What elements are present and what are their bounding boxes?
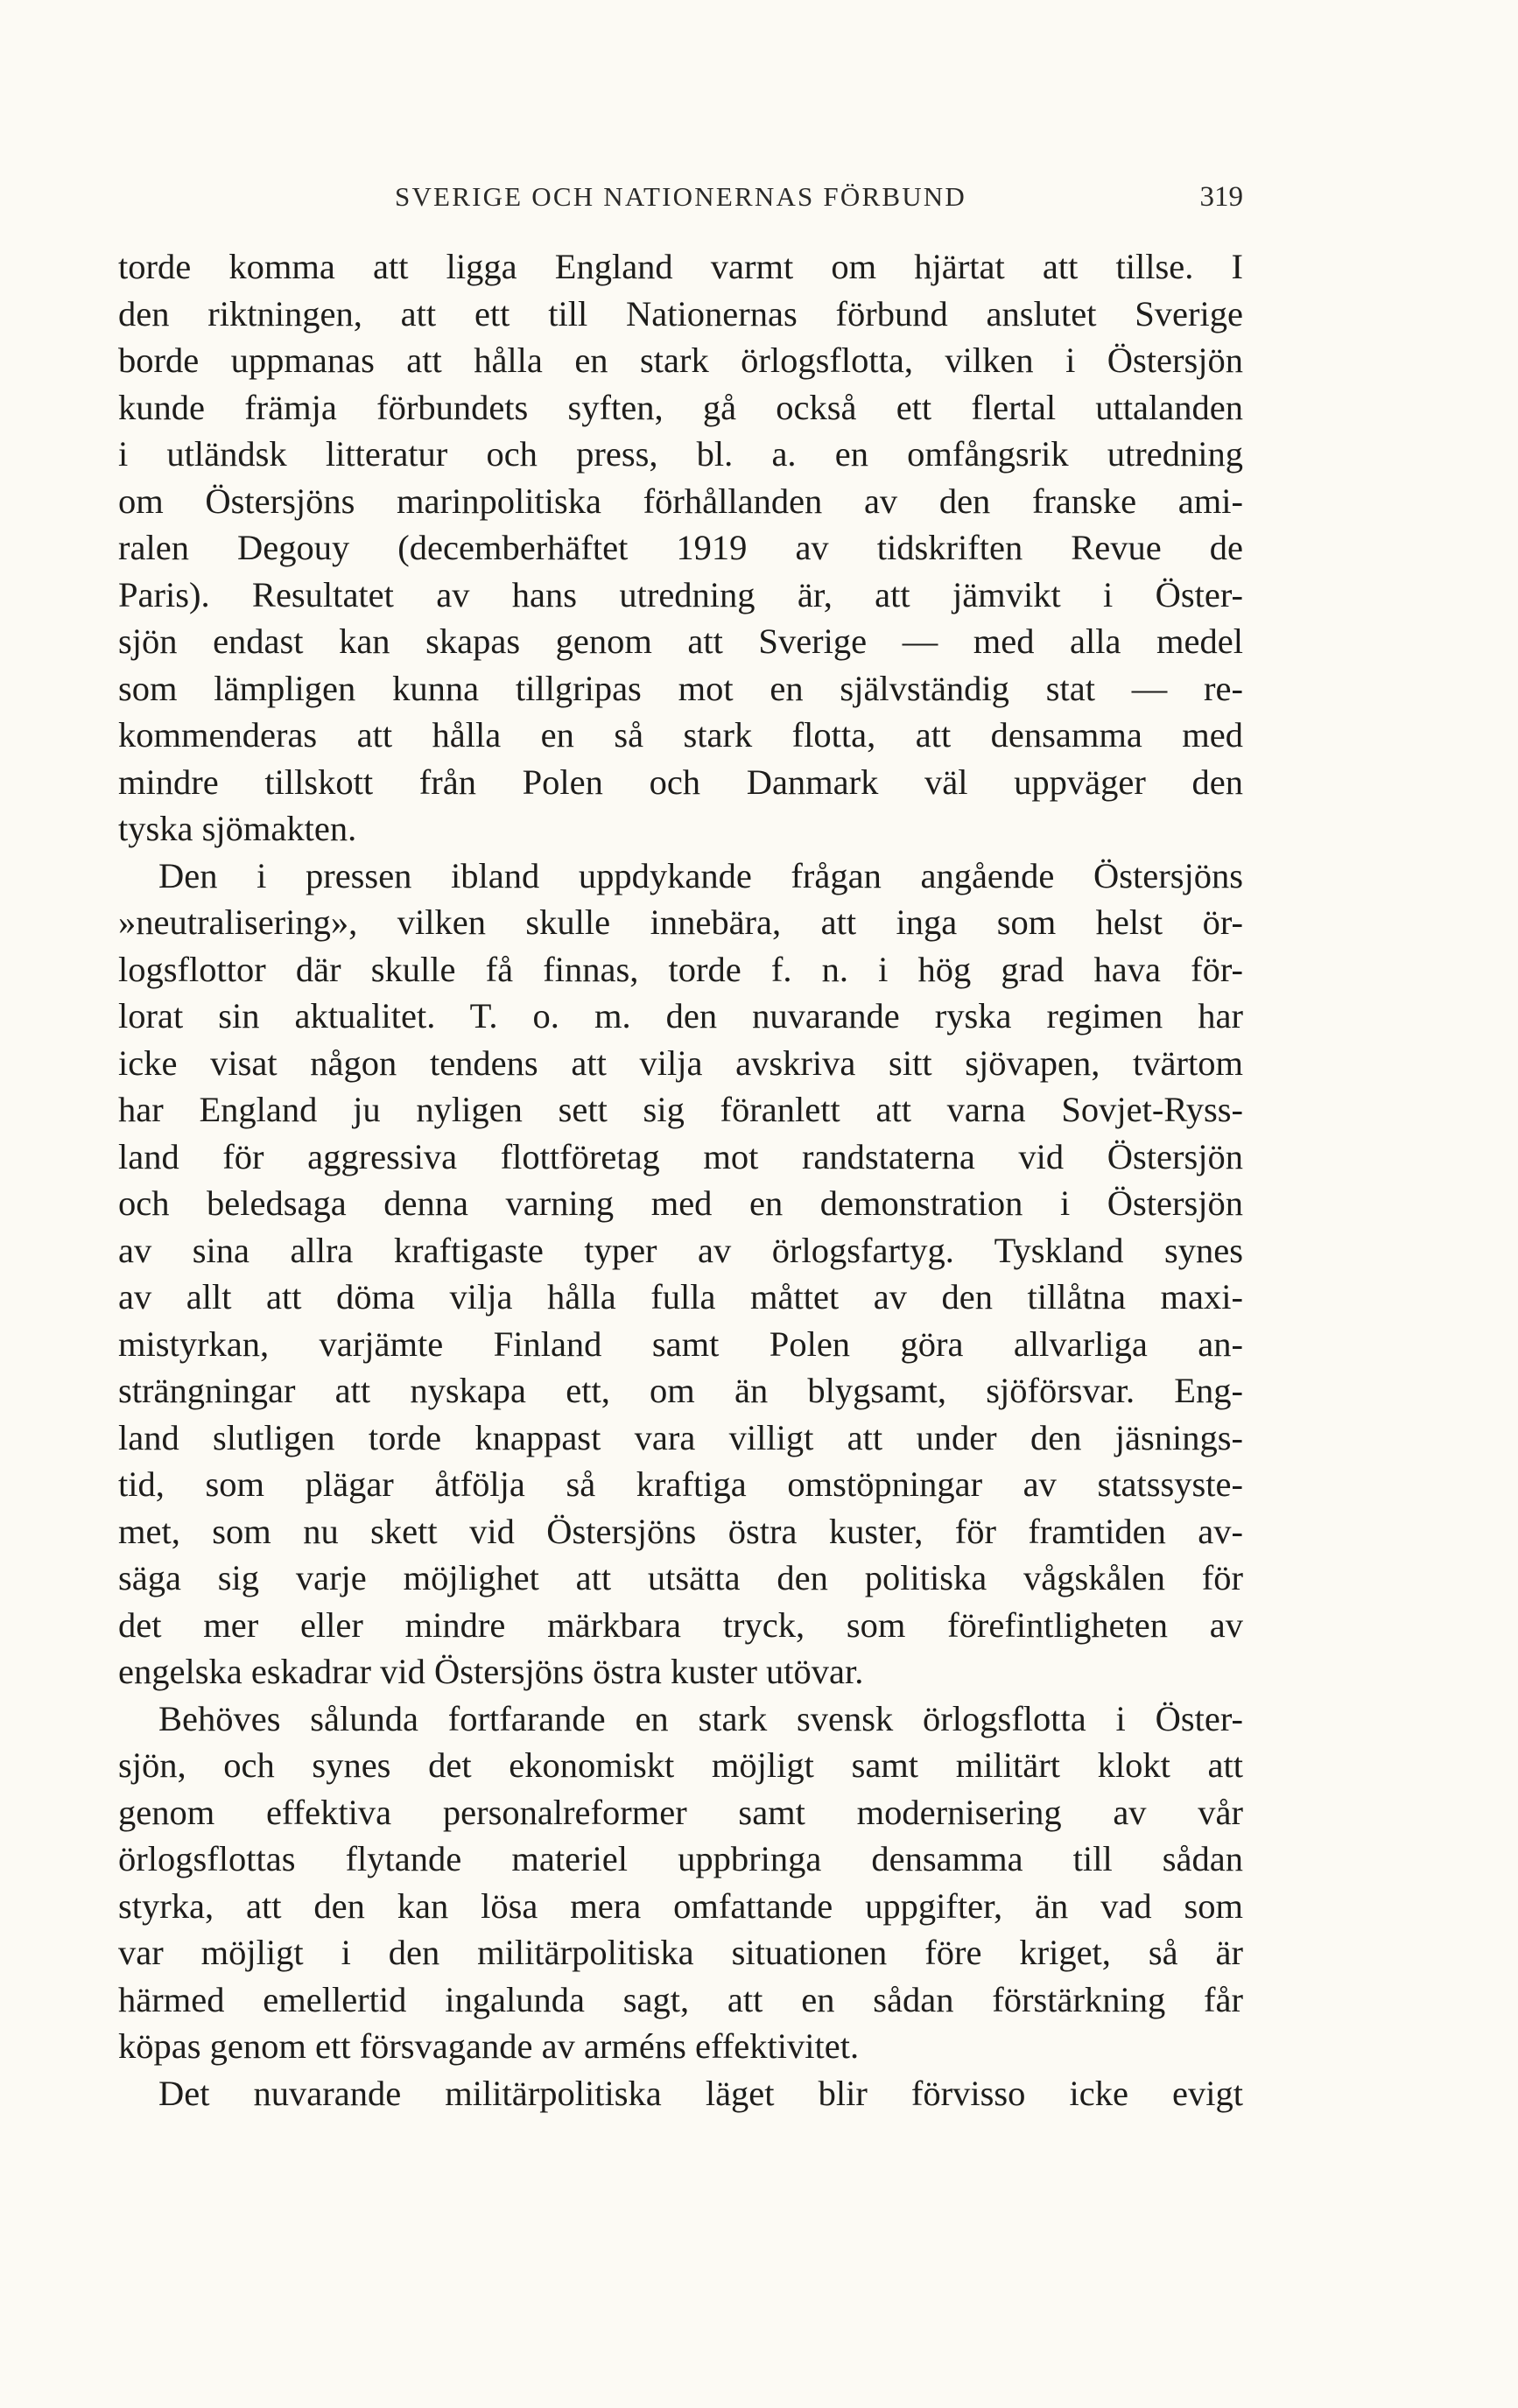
running-head: SVERIGE OCH NATIONERNAS FÖRBUND [395, 181, 966, 212]
text-line: av allt att döma vilja hålla fulla måttet av den tillåtna maxi- [118, 1277, 1243, 1316]
text-line: har England ju nyligen sett sig föranlett att varna Sovjet-Ryss- [118, 1090, 1243, 1129]
paragraph-3 [118, 1695, 1243, 2070]
text-line: om Östersjöns marinpolitiska förhållanden av den franske ami- [118, 481, 1243, 521]
text-line: strängningar att nyskapa ett, om än blygsamt, sjöförsvar. Eng- [118, 1371, 1243, 1410]
text-line: Den i pressen ibland uppdykande frågan angående Östersjöns [158, 855, 1243, 895]
text-line: säga sig varje möjlighet att utsätta den politiska vågskålen för [118, 1558, 1243, 1597]
text-line: icke visat någon tendens att vilja avskriva sitt sjövapen, tvärtom [118, 1043, 1243, 1083]
text-line: logsflottor där skulle få finnas, torde f. n. i hög grad hava för- [118, 949, 1243, 989]
body-text [118, 243, 1243, 2117]
page-header [118, 179, 1243, 223]
text-line: det mer eller mindre märkbara tryck, som förefintligheten av [118, 1604, 1243, 1645]
paragraph-1 [118, 243, 1243, 853]
text-line: köpas genom ett försvagande av arméns effektivitet. [118, 2026, 860, 2066]
text-line: engelska eskadrar vid Östersjöns östra kuster utövar. [118, 1652, 864, 1691]
text-line: mindre tillskott från Polen och Danmark väl uppväger den [118, 762, 1243, 802]
paragraph-2 [118, 853, 1243, 1695]
text-line: land för aggressiva flottföretag mot randstaterna vid Östersjön [118, 1136, 1243, 1176]
text-line: i utländsk litteratur och press, bl. a. en omfångsrik utredning [118, 434, 1243, 474]
text-line: Behöves sålunda fortfarande en stark svensk örlogsflotta i Öster- [158, 1698, 1243, 1738]
text-line: kunde främja förbundets syften, gå också ett flertal uttalanden [118, 387, 1243, 427]
text-line: sjön, och synes det ekonomiskt möjligt samt militärt klokt att [118, 1745, 1243, 1785]
text-line: tyska sjömakten. [118, 809, 357, 848]
text-line: ralen Degouy (decemberhäftet 1919 av tidskriften Revue de [118, 528, 1243, 567]
text-line: »neutralisering», vilken skulle innebära, att inga som helst ör- [118, 902, 1243, 942]
page-number: 319 [1199, 181, 1243, 213]
text-line: lorat sin aktualitet. T. o. m. den nuvarande ryska regimen har [118, 996, 1243, 1036]
text-line: som lämpligen kunna tillgripas mot en självständig stat — re- [118, 668, 1243, 708]
text-line: tid, som plägar åtfölja så kraftiga omstöpningar av statssyste- [118, 1464, 1243, 1504]
text-line: torde komma att ligga England varmt om hjärtat att tillse. I [118, 247, 1243, 286]
text-line: Paris). Resultatet av hans utredning är, att jämvikt i Öster- [118, 574, 1243, 614]
text-line: av sina allra kraftigaste typer av örlogsfartyg. Tyskland synes [118, 1230, 1243, 1270]
text-line: och beledsaga denna varning med en demonstration i Östersjön [118, 1183, 1243, 1223]
text-line: var möjligt i den militärpolitiska situationen före kriget, så är [118, 1933, 1243, 1972]
text-line: met, som nu skett vid Östersjöns östra kuster, för framtiden av- [118, 1511, 1243, 1551]
paragraph-4 [118, 2070, 1243, 2117]
text-line: genom effektiva personalreformer samt modernisering av vår [118, 1792, 1243, 1832]
text-line: mistyrkan, varjämte Finland samt Polen göra allvarliga an- [118, 1323, 1243, 1364]
text-line: sjön endast kan skapas genom att Sverige — med alla medel [118, 621, 1243, 661]
text-line: Det nuvarande militärpolitiska läget blir förvisso icke evigt [158, 2073, 1243, 2113]
text-line: borde uppmanas att hålla en stark örlogsflotta, vilken i Östersjön [118, 340, 1243, 380]
text-line: land slutligen torde knappast vara villigt att under den jäsnings- [118, 1417, 1243, 1457]
text-line: kommenderas att hålla en så stark flotta, att densamma med [118, 715, 1243, 755]
text-line: örlogsflottas flytande materiel uppbringa densamma till sådan [118, 1839, 1243, 1878]
text-line: styrka, att den kan lösa mera omfattande uppgifter, än vad som [118, 1885, 1243, 1926]
text-line: den riktningen, att ett till Nationernas förbund anslutet Sverige [118, 293, 1243, 333]
text-line: härmed emellertid ingalunda sagt, att en sådan förstärkning får [118, 1979, 1243, 2019]
